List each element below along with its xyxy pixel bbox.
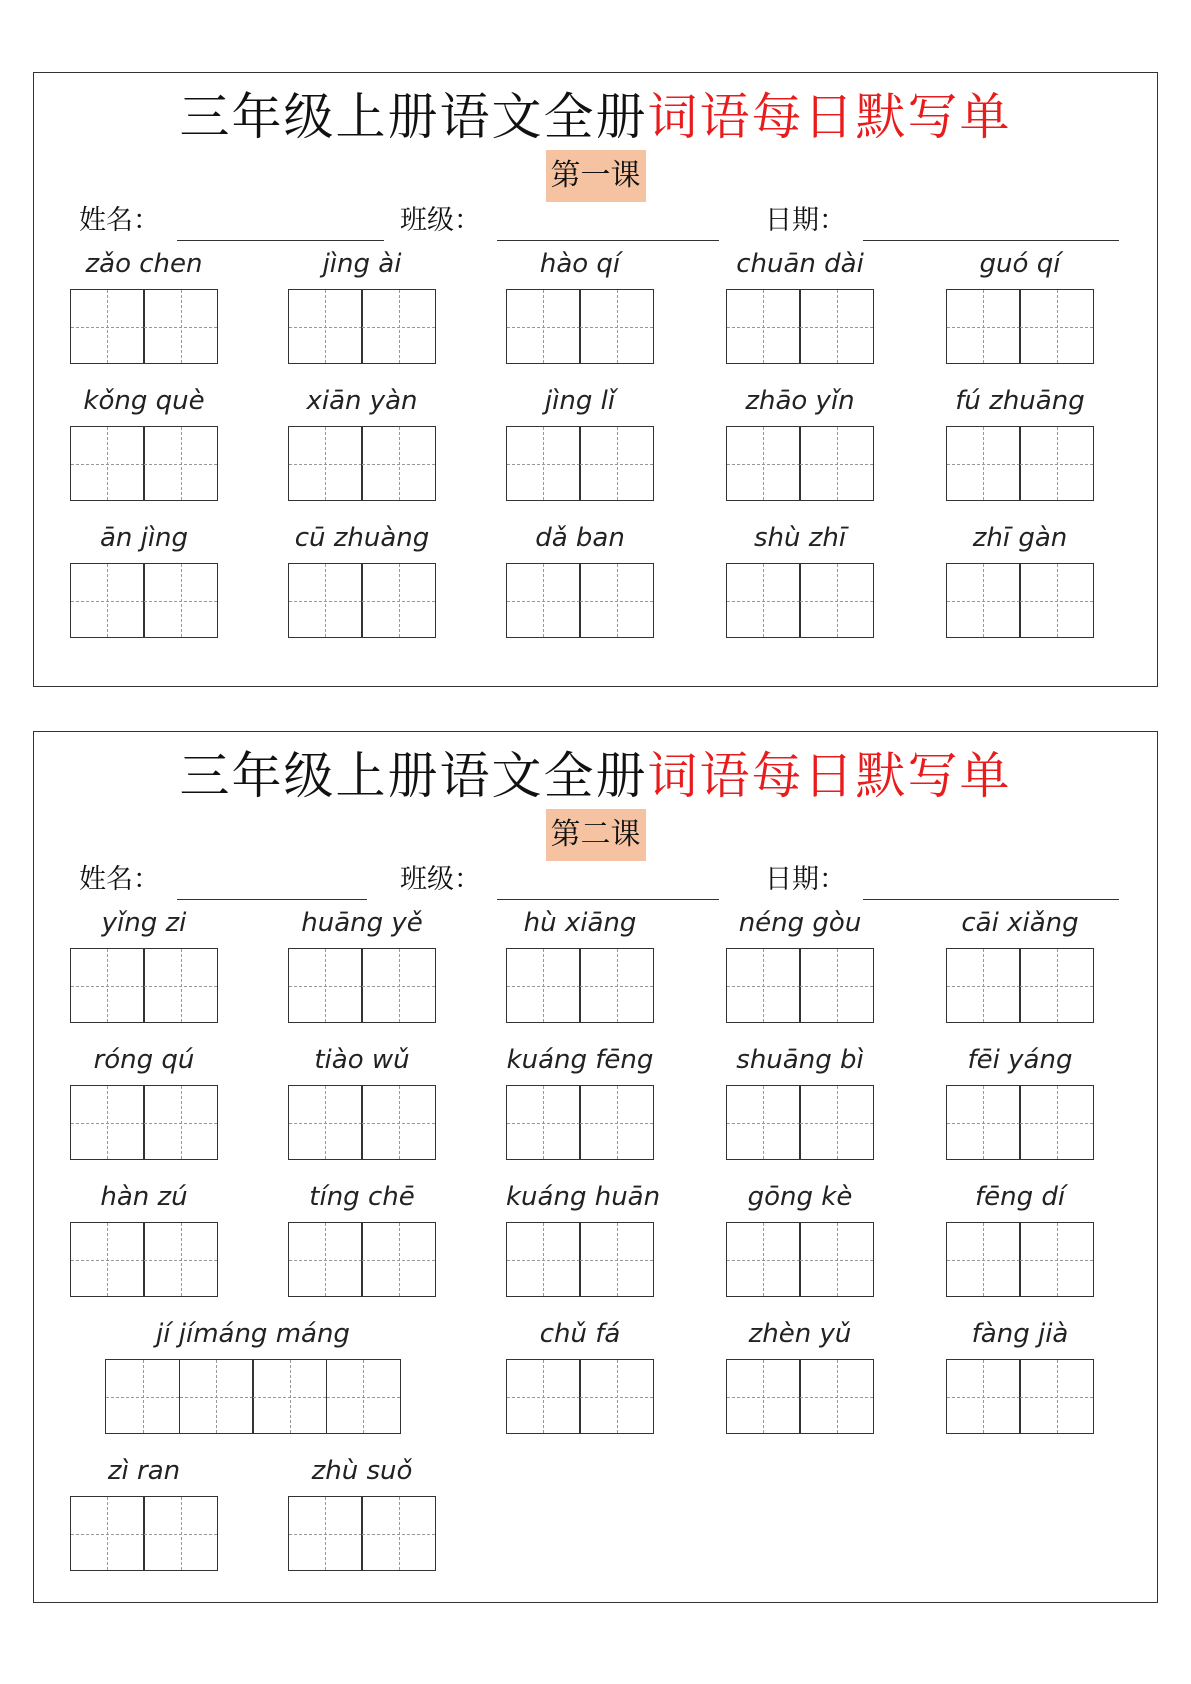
writing-boxes bbox=[70, 1496, 217, 1571]
pinyin-label: cāi xiǎng bbox=[961, 908, 1079, 938]
tianzige-box[interactable] bbox=[946, 1222, 1021, 1297]
tianzige-box[interactable] bbox=[799, 426, 874, 501]
writing-boxes bbox=[506, 289, 653, 364]
word-item bbox=[70, 1454, 218, 1574]
writing-boxes bbox=[288, 426, 435, 501]
tianzige-box[interactable] bbox=[799, 1085, 874, 1160]
pinyin-label: dǎ ban bbox=[535, 523, 625, 553]
tianzige-box[interactable] bbox=[70, 1496, 145, 1571]
tianzige-box[interactable] bbox=[579, 1085, 654, 1160]
writing-boxes bbox=[70, 426, 217, 501]
tianzige-box[interactable] bbox=[1019, 426, 1094, 501]
pinyin-label: kǒng què bbox=[83, 386, 205, 416]
tianzige-box[interactable] bbox=[361, 1085, 436, 1160]
student-info-row bbox=[34, 201, 1157, 241]
name-field[interactable] bbox=[177, 899, 367, 900]
date-field[interactable] bbox=[863, 240, 1119, 241]
word-item bbox=[946, 247, 1094, 367]
word-item bbox=[946, 906, 1094, 1026]
writing-boxes bbox=[946, 563, 1093, 638]
pinyin-label: guó qí bbox=[979, 249, 1061, 279]
tianzige-box[interactable] bbox=[70, 1222, 145, 1297]
pinyin-label: zhù suǒ bbox=[311, 1456, 413, 1486]
name-label: 姓名： bbox=[79, 205, 160, 236]
word-item bbox=[946, 1180, 1094, 1300]
class-field[interactable] bbox=[497, 899, 719, 900]
pinyin-label: kuáng fēng bbox=[506, 1045, 654, 1075]
writing-boxes bbox=[506, 1359, 653, 1434]
tianzige-box[interactable] bbox=[1019, 1085, 1094, 1160]
writing-boxes bbox=[946, 289, 1093, 364]
pinyin-label: gōng kè bbox=[747, 1182, 853, 1212]
writing-boxes bbox=[288, 948, 435, 1023]
tianzige-box[interactable] bbox=[361, 1222, 436, 1297]
student-info-row bbox=[34, 860, 1157, 900]
writing-boxes bbox=[288, 1222, 435, 1297]
tianzige-box[interactable] bbox=[579, 948, 654, 1023]
tianzige-box[interactable] bbox=[252, 1359, 327, 1434]
tianzige-box[interactable] bbox=[288, 426, 363, 501]
writing-boxes bbox=[726, 1359, 873, 1434]
writing-boxes bbox=[506, 948, 653, 1023]
tianzige-box[interactable] bbox=[799, 563, 874, 638]
word-item bbox=[506, 1317, 654, 1437]
pinyin-label: fàng jià bbox=[971, 1319, 1069, 1349]
tianzige-box[interactable] bbox=[288, 1085, 363, 1160]
tianzige-box[interactable] bbox=[506, 948, 581, 1023]
dictation-sheet-lesson-1 bbox=[33, 72, 1158, 687]
writing-boxes bbox=[946, 948, 1093, 1023]
word-item bbox=[70, 247, 218, 367]
pinyin-label: zhī gàn bbox=[972, 523, 1068, 553]
tianzige-box[interactable] bbox=[70, 426, 145, 501]
writing-boxes bbox=[506, 426, 653, 501]
tianzige-box[interactable] bbox=[288, 948, 363, 1023]
tianzige-box[interactable] bbox=[506, 563, 581, 638]
pinyin-label: jìng lǐ bbox=[544, 386, 616, 416]
pinyin-label: jí jímáng máng bbox=[156, 1319, 350, 1349]
writing-boxes bbox=[946, 1359, 1093, 1434]
word-item bbox=[506, 906, 654, 1026]
writing-boxes bbox=[70, 948, 217, 1023]
pinyin-label: cū zhuàng bbox=[294, 523, 430, 553]
pinyin-label: hù xiāng bbox=[523, 908, 637, 938]
tianzige-box[interactable] bbox=[326, 1359, 401, 1434]
dictation-sheet-lesson-2 bbox=[33, 731, 1158, 1603]
word-item bbox=[288, 1454, 436, 1574]
word-item bbox=[506, 521, 654, 641]
pinyin-label: zǎo chen bbox=[85, 249, 203, 279]
word-item bbox=[70, 384, 218, 504]
pinyin-label: hào qí bbox=[539, 249, 621, 279]
tianzige-box[interactable] bbox=[361, 426, 436, 501]
tianzige-box[interactable] bbox=[179, 1359, 254, 1434]
writing-boxes bbox=[105, 1359, 399, 1434]
writing-boxes bbox=[726, 563, 873, 638]
tianzige-box[interactable] bbox=[799, 1359, 874, 1434]
writing-boxes bbox=[288, 563, 435, 638]
pinyin-label: shù zhī bbox=[753, 523, 847, 553]
pinyin-label: xiān yàn bbox=[306, 386, 418, 416]
word-item bbox=[726, 1180, 874, 1300]
tianzige-box[interactable] bbox=[726, 1222, 801, 1297]
word-item bbox=[726, 521, 874, 641]
tianzige-box[interactable] bbox=[946, 948, 1021, 1023]
writing-boxes bbox=[70, 1085, 217, 1160]
tianzige-box[interactable] bbox=[288, 563, 363, 638]
tianzige-box[interactable] bbox=[361, 289, 436, 364]
pinyin-label: fēi yáng bbox=[967, 1045, 1073, 1075]
tianzige-box[interactable] bbox=[70, 1085, 145, 1160]
pinyin-label: fú zhuāng bbox=[955, 386, 1085, 416]
tianzige-box[interactable] bbox=[946, 563, 1021, 638]
word-item bbox=[946, 1317, 1094, 1437]
pinyin-label: zhāo yǐn bbox=[745, 386, 855, 416]
writing-boxes bbox=[288, 289, 435, 364]
writing-boxes bbox=[726, 426, 873, 501]
tianzige-box[interactable] bbox=[946, 426, 1021, 501]
writing-boxes bbox=[70, 289, 217, 364]
word-item bbox=[288, 906, 436, 1026]
title-main: 三年级上册语文全册 bbox=[179, 747, 648, 805]
writing-boxes bbox=[70, 1222, 217, 1297]
tianzige-box[interactable] bbox=[288, 1496, 363, 1571]
tianzige-box[interactable] bbox=[361, 563, 436, 638]
tianzige-box[interactable] bbox=[799, 948, 874, 1023]
writing-boxes bbox=[506, 1085, 653, 1160]
tianzige-box[interactable] bbox=[105, 1359, 180, 1434]
tianzige-box[interactable] bbox=[1019, 1222, 1094, 1297]
writing-boxes bbox=[946, 1085, 1093, 1160]
writing-boxes bbox=[70, 563, 217, 638]
writing-boxes bbox=[946, 426, 1093, 501]
writing-boxes bbox=[288, 1496, 435, 1571]
word-item bbox=[288, 384, 436, 504]
word-item bbox=[506, 247, 654, 367]
word-item bbox=[726, 906, 874, 1026]
word-item bbox=[506, 1043, 654, 1163]
lesson-badge: 第二课 bbox=[546, 809, 646, 861]
tianzige-box[interactable] bbox=[726, 426, 801, 501]
writing-boxes bbox=[506, 1222, 653, 1297]
title-main: 三年级上册语文全册 bbox=[179, 88, 648, 146]
word-item bbox=[288, 247, 436, 367]
tianzige-box[interactable] bbox=[579, 1222, 654, 1297]
pinyin-label: róng qú bbox=[93, 1045, 195, 1075]
word-item bbox=[506, 384, 654, 504]
class-field[interactable] bbox=[497, 240, 719, 241]
tianzige-box[interactable] bbox=[579, 426, 654, 501]
pinyin-label: fēng dí bbox=[974, 1182, 1066, 1212]
pinyin-label: tíng chē bbox=[309, 1182, 415, 1212]
word-item bbox=[70, 1180, 218, 1300]
tianzige-box[interactable] bbox=[361, 948, 436, 1023]
tianzige-box[interactable] bbox=[506, 1222, 581, 1297]
tianzige-box[interactable] bbox=[1019, 563, 1094, 638]
word-item bbox=[70, 906, 218, 1026]
title-highlight: 词语每日默写单 bbox=[647, 88, 1012, 146]
tianzige-box[interactable] bbox=[946, 289, 1021, 364]
writing-boxes bbox=[726, 1085, 873, 1160]
word-item bbox=[70, 521, 218, 641]
tianzige-box[interactable] bbox=[946, 1359, 1021, 1434]
pinyin-label: hàn zú bbox=[100, 1182, 188, 1212]
writing-boxes bbox=[726, 289, 873, 364]
tianzige-box[interactable] bbox=[143, 1085, 218, 1160]
tianzige-box[interactable] bbox=[143, 948, 218, 1023]
tianzige-box[interactable] bbox=[506, 289, 581, 364]
tianzige-box[interactable] bbox=[143, 1496, 218, 1571]
word-item bbox=[288, 1043, 436, 1163]
tianzige-box[interactable] bbox=[506, 1359, 581, 1434]
writing-boxes bbox=[288, 1085, 435, 1160]
tianzige-box[interactable] bbox=[579, 1359, 654, 1434]
pinyin-label: zhèn yǔ bbox=[748, 1319, 852, 1349]
tianzige-box[interactable] bbox=[726, 1085, 801, 1160]
word-item bbox=[506, 1180, 661, 1300]
sheet-title bbox=[34, 746, 1157, 806]
word-item bbox=[946, 521, 1094, 641]
tianzige-box[interactable] bbox=[143, 426, 218, 501]
tianzige-box[interactable] bbox=[726, 948, 801, 1023]
name-field[interactable] bbox=[177, 240, 384, 241]
pinyin-label: néng gòu bbox=[738, 908, 862, 938]
pinyin-label: tiào wǔ bbox=[314, 1045, 410, 1075]
tianzige-box[interactable] bbox=[1019, 289, 1094, 364]
word-item bbox=[70, 1043, 218, 1163]
word-item bbox=[288, 1180, 436, 1300]
word-item bbox=[726, 1317, 874, 1437]
tianzige-box[interactable] bbox=[799, 1222, 874, 1297]
word-item bbox=[726, 384, 874, 504]
tianzige-box[interactable] bbox=[726, 1359, 801, 1434]
sheet-title bbox=[34, 87, 1157, 147]
pinyin-label: zì ran bbox=[107, 1456, 181, 1486]
word-item bbox=[946, 384, 1094, 504]
pinyin-label: jìng ài bbox=[322, 249, 402, 279]
word-item bbox=[946, 1043, 1094, 1163]
tianzige-box[interactable] bbox=[70, 289, 145, 364]
class-label: 班级： bbox=[400, 864, 481, 895]
class-label: 班级： bbox=[400, 205, 481, 236]
pinyin-label: chǔ fá bbox=[539, 1319, 621, 1349]
tianzige-box[interactable] bbox=[143, 563, 218, 638]
word-item bbox=[726, 247, 874, 367]
writing-boxes bbox=[946, 1222, 1093, 1297]
word-item bbox=[70, 1317, 436, 1437]
tianzige-box[interactable] bbox=[726, 563, 801, 638]
writing-boxes bbox=[726, 1222, 873, 1297]
tianzige-box[interactable] bbox=[946, 1085, 1021, 1160]
tianzige-box[interactable] bbox=[579, 289, 654, 364]
tianzige-box[interactable] bbox=[726, 289, 801, 364]
title-highlight: 词语每日默写单 bbox=[647, 747, 1012, 805]
pinyin-label: kuáng huān bbox=[506, 1182, 661, 1212]
date-field[interactable] bbox=[863, 899, 1119, 900]
tianzige-box[interactable] bbox=[143, 289, 218, 364]
tianzige-box[interactable] bbox=[506, 426, 581, 501]
writing-boxes bbox=[506, 563, 653, 638]
pinyin-label: chuān dài bbox=[736, 249, 864, 279]
tianzige-box[interactable] bbox=[361, 1496, 436, 1571]
tianzige-box[interactable] bbox=[579, 563, 654, 638]
pinyin-label: ān jìng bbox=[99, 523, 189, 553]
pinyin-label: yǐng zi bbox=[101, 908, 187, 938]
tianzige-box[interactable] bbox=[1019, 1359, 1094, 1434]
tianzige-box[interactable] bbox=[506, 1085, 581, 1160]
tianzige-box[interactable] bbox=[70, 563, 145, 638]
pinyin-label: huāng yě bbox=[301, 908, 423, 938]
date-label: 日期： bbox=[765, 205, 846, 236]
tianzige-box[interactable] bbox=[799, 289, 874, 364]
pinyin-label: shuāng bì bbox=[736, 1045, 864, 1075]
word-item bbox=[288, 521, 436, 641]
word-item bbox=[726, 1043, 874, 1163]
tianzige-box[interactable] bbox=[143, 1222, 218, 1297]
tianzige-box[interactable] bbox=[70, 948, 145, 1023]
tianzige-box[interactable] bbox=[288, 1222, 363, 1297]
tianzige-box[interactable] bbox=[1019, 948, 1094, 1023]
name-label: 姓名： bbox=[79, 864, 160, 895]
lesson-badge: 第一课 bbox=[546, 150, 646, 202]
date-label: 日期： bbox=[765, 864, 846, 895]
writing-boxes bbox=[726, 948, 873, 1023]
tianzige-box[interactable] bbox=[288, 289, 363, 364]
